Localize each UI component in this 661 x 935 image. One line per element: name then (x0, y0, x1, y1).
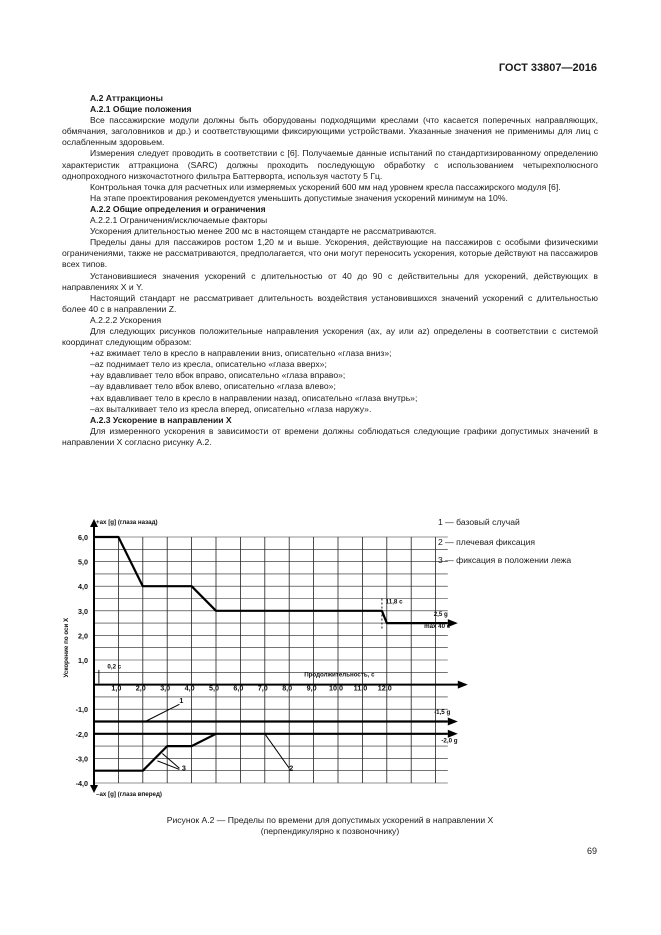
caption-line-1: Рисунок А.2 — Пределы по времени для допустимых ускорений в направлении X (166, 815, 494, 825)
annotation-minus-1-5g: -1,5 g (434, 709, 451, 717)
annotation-minus-2-0g: -2,0 g (441, 737, 458, 745)
x-tick-label: 12,0 (377, 683, 392, 693)
paragraph: –az поднимает тело из кресла, описательно «глаза вверх»; (90, 359, 327, 370)
paragraph: +ax вдавливает тело в кресло в направлении назад, описательно «глаза внутрь»; (90, 392, 418, 403)
y-tick-label: 3,0 (78, 606, 88, 616)
paragraph: Настоящий стандарт не рассматривает длительность воздействия установившихся значений ускорений с длительностью более 40 с в направлении Z. (62, 292, 598, 314)
paragraph: А.2.2.1 Ограничения/исключаемые факторы (90, 215, 268, 226)
legend-item-1: 1 — базовый случай (438, 517, 520, 527)
paragraph: А.2.2.2 Ускорения (90, 314, 162, 325)
paragraph: Для измеренного ускорения в зависимости от времени должны соблюдаться следующие графики допустимых значений в направлении X согласно рисунку А.2. (62, 425, 598, 447)
paragraph: На этапе проектирования рекомендуется уменьшить допустимые значения ускорений минимум на 10%. (90, 192, 508, 203)
x-tick-label: 6,0 (233, 683, 244, 693)
paragraph: Ускорения длительностью менее 200 мс в настоящем стандарте не рассматриваются. (90, 226, 437, 237)
y-tick-label: 5,0 (78, 557, 88, 567)
bottom-axis-label: –ax [g] (глаза вперед) (96, 791, 162, 798)
section-heading: А.2.1 Общие положения (90, 104, 192, 115)
x-tick-label: 11,0 (353, 683, 368, 693)
annotation-2-5g: 2,5 g (433, 611, 448, 619)
y-tick-label: -3,0 (75, 754, 88, 764)
paragraph: Для следующих рисунков положительные направления ускорения (ax, ay или az) определены в соответствии с системой координат следующим образом: (62, 325, 598, 348)
y-axis-label: Ускорение по оси X (63, 617, 70, 678)
x-tick-label: 10,0 (329, 683, 343, 693)
annotation-max-40s: max 40 с (424, 623, 451, 631)
figure-caption (62, 815, 598, 837)
legend-item-2: 2 — плечевая фиксация (438, 537, 536, 547)
x-axis-arrow (458, 681, 468, 689)
y-tick-label: -4,0 (75, 779, 88, 788)
annotation-11-8s: 11,8 с (385, 598, 403, 606)
callout-label-1: 1 (179, 696, 184, 706)
x-tick-label: 5,0 (209, 683, 219, 693)
y-tick-label: -2,0 (75, 729, 88, 739)
annotation-0-2s: 0,2 с (107, 663, 122, 671)
y-tick-label: 4,0 (78, 582, 88, 592)
callout-line-1 (145, 704, 179, 721)
x-tick-label: 9,0 (306, 683, 317, 693)
paragraph: –ay вдавливает тело вбок влево, описательно «глаза влево»; (90, 381, 336, 392)
paragraph: Измерения следует проводить в соответствии с [6]. Получаемые данные испытаний по стандартизированному определению характеристик аттракциона (SARC) должны проходить последующую обработку с использованием четырехполюсного однопроходного низкочастотного фильтра Баттерворта, используя частоту 5 Гц. (62, 148, 598, 181)
top-axis-label: +ax [g] (глаза назад) (96, 519, 158, 526)
x-tick-label: 8,0 (282, 683, 293, 693)
section-heading: А.2.2 Общие определения и ограничения (90, 203, 266, 214)
y-tick-label: 6,0 (78, 533, 88, 542)
y-tick-label: 1,0 (78, 656, 88, 665)
x-tick-label: 7,0 (257, 683, 268, 693)
y-tick-label: -1,0 (75, 705, 88, 715)
paragraph: –ax выталкивает тело из кресла вперед, описательно «глаза наружу». (90, 403, 372, 414)
section-heading: А.2 Аттракционы (90, 93, 163, 103)
callout-label-3: 3 (181, 763, 186, 773)
paragraph: +az вжимает тело в кресло в направлении вниз, описательно «глаза вниз»; (90, 348, 392, 359)
paragraph: Пределы даны для пассажиров ростом 1,20 м и выше. Ускорения, действующие на пассажиров с особыми физическими ограничениями, также не рассматриваются, предполагается, что они могут переносить ускорения, которые действуют на пассажиров всех типов. (62, 237, 598, 270)
x-axis-label: Продолжительность, с (304, 671, 375, 679)
paragraph: Установившиеся значения ускорений с длительностью от 40 до 90 с действительны для ускорений, действующих в направлениях X и Y. (62, 270, 598, 292)
series-line-4 (94, 734, 216, 771)
standard-header: ГОСТ 33807—2016 (498, 62, 597, 74)
paragraph: Контрольная точка для расчетных или измеряемых ускорений 600 мм над уровнем кресла пассажирского модуля [6]. (90, 181, 561, 192)
callout-label-2: 2 (289, 763, 294, 773)
page-number: 69 (586, 846, 597, 856)
callout-line-2 (265, 734, 289, 768)
caption-line-2: (перпендикулярно к позвоночнику) (260, 826, 400, 836)
section-heading: А.2.3 Ускорение в направлении X (90, 414, 232, 425)
legend-item-3: 3 — фиксация в положении лежа (438, 555, 572, 565)
x-tick-label: 2,0 (135, 683, 146, 693)
x-tick-label: 3,0 (160, 683, 171, 693)
paragraph: Все пассажирские модули должны быть оборудованы подходящими креслами (что касается поперечных направляющих, обмячания, заголовников и др.) и соответствующими фиксирующими устройствами. Указанные значения не применимы для лиц с ослабленным здоровьем. (62, 115, 598, 148)
x-tick-label: 4,0 (184, 683, 195, 693)
series-line-1 (94, 537, 448, 623)
y-tick-label: 2,0 (78, 631, 88, 641)
series-arrow-2 (448, 718, 458, 726)
x-tick-label: 1,0 (111, 683, 122, 693)
paragraph: +ay вдавливает тело вбок вправо, описательно «глаза вправо»; (90, 370, 346, 381)
